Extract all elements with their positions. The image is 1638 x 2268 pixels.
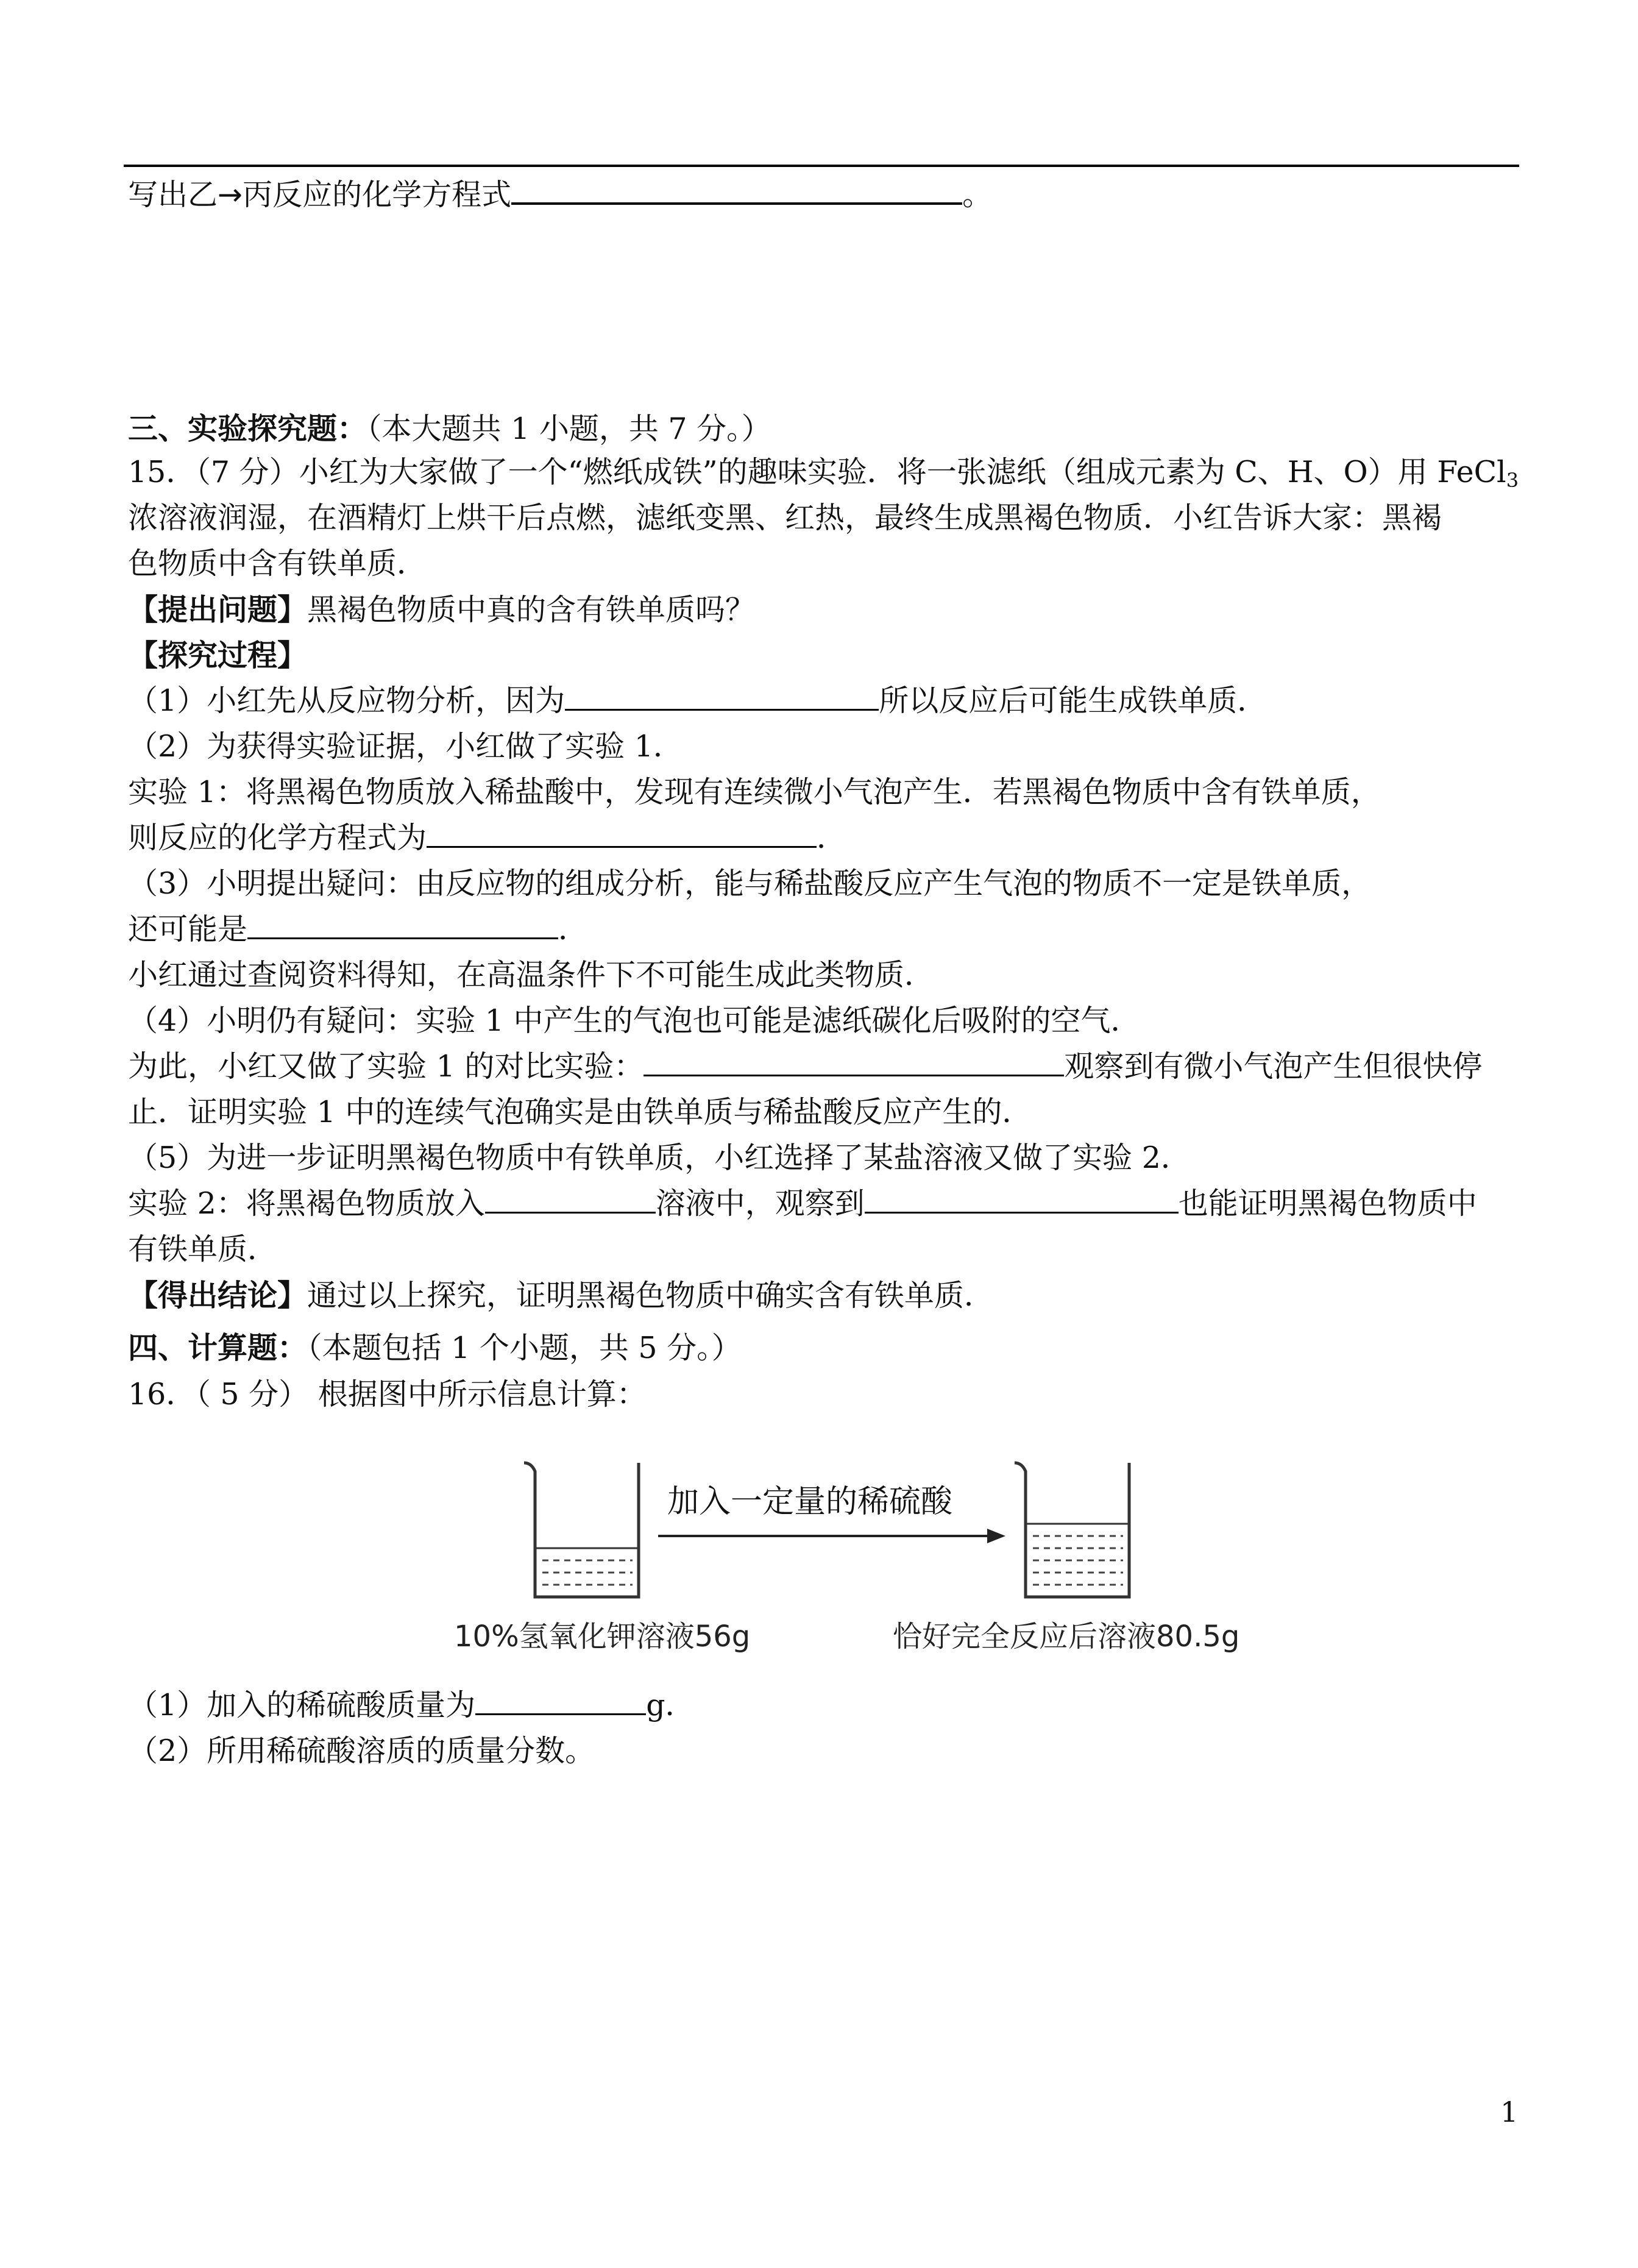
q15-line3: 色物质中含有铁单质． [128, 546, 427, 581]
top-question-suffix: 丙反应的化学方程式 [243, 177, 512, 212]
exp2-post-text: 也能证明黑褐色物质中 [1178, 1186, 1477, 1221]
q15-step4: （4）小明仍有疑问：实验 1 中产生的气泡也可能是滤纸碳化后吸附的空气． [128, 1003, 1141, 1038]
left-beaker-icon [524, 1463, 639, 1597]
answer-blank-exp2-observation[interactable] [865, 1184, 1179, 1214]
q15-exp1: 实验 1：将黑褐色物质放入稀盐酸中，发现有连续微小气泡产生．若黑褐色物质中含有铁单质， [128, 775, 1381, 809]
q15-step3: （3）小明提出疑问：由反应物的组成分析，能与稀盐酸反应产生气泡的物质不一定是铁单质， [128, 866, 1372, 901]
exp1-eq-end: ． [817, 820, 847, 855]
q15-step1 [128, 678, 1267, 724]
answer-blank-acid-mass[interactable] [475, 1685, 646, 1715]
section4-title: 四、计算题： [128, 1330, 308, 1365]
exp2-text: 实验 2：将黑褐色物质放入 [128, 1186, 485, 1221]
top-question-line [128, 172, 992, 218]
answer-blank-step1[interactable] [565, 681, 879, 711]
ask-text: 黑褐色物质中真的含有铁单质吗？ [307, 592, 756, 627]
part1-text: （1）加入的稀硫酸质量为 [128, 1688, 476, 1722]
beaker-diagram [439, 1445, 1292, 1615]
answer-blank-exp1-equation[interactable] [427, 818, 817, 848]
q15-conclusion [128, 1272, 994, 1319]
q15-step2: （2）为获得实验证据，小红做了实验 1． [128, 729, 683, 764]
process-arrow-icon [658, 1529, 1005, 1543]
q15-step3-b [128, 906, 588, 953]
arrow-label: 加入一定量的稀硫酸 [667, 1484, 953, 1520]
q15-exp1-equation [128, 815, 846, 861]
answer-blank-step4[interactable] [644, 1047, 1064, 1076]
q16-part1 [128, 1682, 695, 1729]
step3-b-text: 还可能是 [128, 912, 248, 947]
answer-blank-step3[interactable] [247, 909, 558, 939]
page-number: 1 [1500, 2096, 1519, 2128]
ask-label: 【提出问题】 [128, 592, 308, 627]
q15-step4-b [128, 1043, 1482, 1090]
reaction-arrow-icon: → [218, 177, 243, 212]
right-beaker-icon [1015, 1463, 1129, 1597]
step3-b-end: ． [558, 912, 589, 947]
q15-step3-c: 小红通过查阅资料得知，在高温条件下不可能生成此类物质． [128, 958, 935, 992]
header-rule [124, 165, 1519, 167]
section3-note: （本大题共 1 小题，共 7 分。） [367, 411, 771, 446]
conclusion-label: 【得出结论】 [128, 1278, 308, 1313]
section3-title: 三、实验探究题： [128, 411, 367, 446]
part1-unit: g． [646, 1688, 695, 1722]
q15-exp2-b: 有铁单质． [128, 1232, 278, 1267]
exp1-eq-text: 则反应的化学方程式为 [128, 820, 427, 855]
q15-stem-text: 15．（7 分）小红为大家做了一个“燃纸成铁”的趣味实验．将一张滤纸（组成元素为 C、H、O）用 FeCl [128, 455, 1506, 489]
beaker-figure [439, 1445, 1292, 1670]
q15-step5: （5）为进一步证明黑褐色物质中有铁单质，小红选择了某盐溶液又做了实验 2． [128, 1140, 1191, 1175]
conclusion-text: 通过以上探究，证明黑褐色物质中确实含有铁单质． [307, 1278, 994, 1313]
q15-step4-c: 止．证明实验 1 中的连续气泡确实是由铁单质与稀盐酸反应产生的． [128, 1095, 1032, 1129]
q16-part2: （2）所用稀硫酸溶质的质量分数。 [128, 1733, 595, 1768]
section4-note: （本题包括 1 个小题，共 5 分。） [307, 1331, 742, 1365]
process-label: 【探究过程】 [128, 638, 308, 673]
top-question-prefix: 写出乙 [128, 177, 218, 212]
q15-line1 [128, 449, 1519, 496]
step1-post-text: 所以反应后可能生成铁单质． [879, 683, 1268, 718]
step4-b-text: 为此，小红又做了实验 1 的对比实验： [128, 1049, 644, 1084]
left-beaker-label: 10%氢氧化钾溶液56g [454, 1619, 751, 1654]
q15-exp2 [128, 1181, 1477, 1227]
exp2-mid-text: 溶液中，观察到 [655, 1186, 865, 1221]
top-question-end: 。 [962, 177, 993, 212]
q16-stem: 16．（ 5 分） 根据图中所示信息计算： [128, 1377, 647, 1412]
q15-line2: 浓溶液润湿，在酒精灯上烘干后点燃，滤纸变黑、红热，最终生成黑褐色物质．小红告诉大家：黑褐 [128, 500, 1442, 535]
step1-text: （1）小红先从反应物分析，因为 [128, 683, 566, 718]
right-beaker-label: 恰好完全反应后溶液80.5g [893, 1619, 1240, 1654]
q15-ask [128, 586, 755, 633]
answer-blank-equation[interactable] [511, 174, 962, 205]
section3-heading [128, 405, 771, 452]
fecl3-subscript: 3 [1506, 469, 1519, 492]
step4-b-post-text: 观察到有微小气泡产生但很快停 [1064, 1049, 1483, 1084]
section4-heading [128, 1324, 742, 1371]
answer-blank-exp2-solution[interactable] [485, 1184, 656, 1214]
